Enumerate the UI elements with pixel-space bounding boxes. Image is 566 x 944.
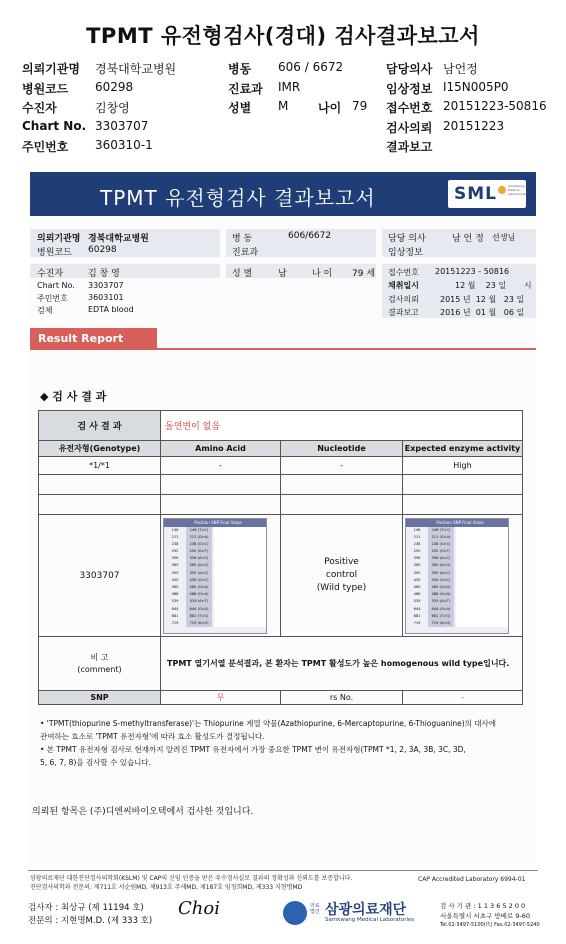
snp-position: 539 (413, 599, 421, 604)
snp-position: 719 (413, 620, 421, 625)
snp-variant: 365 (A>G) (186, 562, 212, 569)
snp-final-value (456, 555, 508, 562)
report-sex-label: 성 별 (232, 269, 253, 279)
report-doctor-label: 담당 의사 (388, 234, 426, 244)
snp-position: 395 (171, 570, 179, 575)
snp-position: 356 (413, 556, 421, 561)
snp-variant: 395 (A>C) (186, 570, 212, 577)
sample-snp-panel (163, 518, 267, 634)
patient-value: 김창영 (95, 101, 130, 115)
snp-final-value (456, 548, 508, 555)
snp-variant: 681 (T>G) (186, 613, 212, 620)
snp-final-value (456, 613, 508, 620)
sex-value: M (278, 99, 289, 113)
snp-value: 무 (161, 691, 281, 705)
snp-final-value (214, 527, 266, 534)
snp-panel-row (164, 606, 266, 613)
report-spec-value: EDTA blood (88, 305, 134, 314)
snp-position: 365 (413, 563, 421, 568)
sex-label: 성별 (228, 101, 252, 115)
note-line: 5, 6, 7, 8)을 검사할 수 있습니다. (40, 758, 152, 767)
snp-panel-row (164, 591, 266, 598)
col-amino: Amino Acid (161, 441, 281, 457)
org-english: Samkwang Medical Laboratories (325, 917, 415, 923)
snp-final-value (214, 534, 266, 541)
snp-panel-row (406, 577, 508, 584)
snp-final-value (214, 548, 266, 555)
rrn-label: 주민번호 (22, 140, 69, 154)
snp-variant: 681 (T>G) (428, 613, 454, 620)
nucleotide-cell: - (281, 457, 403, 475)
snp-variant: 238 (G>C) (428, 541, 454, 548)
snp-final-value (214, 598, 266, 605)
report-chart-label: Chart No. (37, 281, 75, 290)
snp-position: 238 (413, 541, 421, 546)
snp-variant: 395 (A>C) (428, 570, 454, 577)
snp-variant: 460 (G>A) (428, 584, 454, 591)
org-tel: Tel.02-3497-5100(代) Fax.02-3497-5240 (440, 922, 540, 928)
report-draw-value: 12 월 23 일 시 (455, 281, 532, 290)
inst-value: 경북대학교병원 (95, 62, 177, 76)
patient-label: 수진자 (22, 101, 57, 115)
req-value: 20151223 (443, 119, 505, 133)
snp-position: 430 (413, 577, 421, 582)
report-clin-label: 임상정보 (388, 248, 423, 258)
snp-variant: 488 (G>A) (428, 591, 454, 598)
org-address: 서울특별시 서초구 방배로 9-60 (440, 912, 531, 920)
samkwang-logo-icon (283, 901, 307, 925)
report-hcode-value: 60298 (88, 245, 117, 255)
snp-variant: 719 (A>G) (428, 620, 454, 627)
snp-variant: 238 (G>C) (186, 541, 212, 548)
snp-panel-row (164, 570, 266, 577)
doctor-value: 남언정 (443, 62, 478, 76)
rsno-label: rs No. (281, 691, 403, 705)
snp-position: 460 (171, 585, 179, 589)
snp-position: 356 (171, 556, 179, 561)
clin-label: 임상정보 (386, 82, 433, 96)
snp-panel-row (406, 541, 508, 548)
snp-position: 430 (171, 577, 179, 582)
snp-position: 146 (413, 527, 421, 532)
snp-variant: 211 (G>A) (186, 534, 212, 541)
cert-line-2: 진단검사의학과 전문의: 제711호 서순원MD, 제913호 주새MD, 제187호 임정희MD, 제333 지현명MD (30, 884, 303, 891)
snp-variant: 644 (G>A) (186, 606, 212, 613)
activity-cell: High (403, 457, 523, 475)
report-age-value: 79 세 (352, 269, 376, 279)
rep-label: 결과보고 (386, 140, 433, 154)
report-rcpt-label: 접수번호 (388, 268, 419, 277)
snp-panel-row (406, 555, 508, 562)
snp-variant: 488 (G>A) (186, 591, 212, 598)
snp-panel-row (406, 527, 508, 534)
report-hcode-label: 병원코드 (37, 248, 72, 258)
snp-position: 488 (413, 592, 421, 597)
snp-panel-row (164, 562, 266, 569)
report-age-label: 나 이 (312, 269, 333, 279)
snp-position: 681 (413, 613, 421, 618)
snp-panel-row (406, 613, 508, 620)
snp-variant: 719 (A>G) (186, 620, 212, 627)
snp-panel-row (164, 577, 266, 584)
snp-final-value (456, 541, 508, 548)
snp-position: 365 (171, 563, 179, 568)
report-spec-label: 검체 (37, 306, 53, 315)
snp-position: 211 (171, 534, 179, 539)
amino-cell: - (161, 457, 281, 475)
snp-panel-row (164, 555, 266, 562)
snp-variant: 430 (G>C) (186, 577, 212, 584)
banner-divider (157, 348, 536, 350)
snp-final-value (456, 606, 508, 613)
snp-variant: 365 (A>G) (428, 562, 454, 569)
snp-final-value (456, 527, 508, 534)
sample-id: 3303707 (39, 515, 161, 637)
snp-panel-header: Position SNP Final Value (406, 519, 508, 527)
report-req-value: 2015 년 12 월 23 일 (440, 295, 525, 304)
snp-variant: 356 (A>C) (186, 555, 212, 562)
rrn-value: 360310-1 (95, 138, 153, 152)
snp-final-value (456, 591, 508, 598)
snp-variant: 644 (G>A) (428, 606, 454, 613)
age-value: 79 (352, 99, 368, 113)
snp-panel-row (406, 534, 508, 541)
snp-panel-row (406, 606, 508, 613)
report-dept-label: 진료과 (232, 248, 259, 258)
snp-panel-row (406, 562, 508, 569)
hcode-label: 병원코드 (22, 82, 69, 96)
snp-panel-row (406, 598, 508, 605)
cap-accreditation: CAP Accredited Laboratory 6994-01 (418, 876, 526, 883)
snp-variant: 146 (T>C) (186, 527, 212, 534)
snp-variant: 539 (A>T) (186, 598, 212, 605)
snp-final-value (456, 584, 508, 591)
clin-value: I15N005P0 (443, 80, 509, 94)
snp-variant: 430 (G>C) (428, 577, 454, 584)
report-rrn-label: 주민번호 (37, 294, 68, 303)
snp-position: 146 (171, 527, 179, 532)
notes (40, 717, 532, 769)
report-doctor-suffix: 선생님 (492, 233, 516, 242)
snp-final-value (214, 591, 266, 598)
sml-logo-dot-icon (498, 186, 506, 194)
inst-label: 의뢰기관명 (22, 62, 80, 76)
snp-panel-row (406, 570, 508, 577)
snp-variant: 292 (G>T) (186, 548, 212, 555)
snp-panel-row (164, 584, 266, 591)
snp-final-value (214, 613, 266, 620)
snp-panel-row (406, 548, 508, 555)
snp-position: 488 (171, 592, 179, 597)
rsno-value: - (403, 691, 523, 705)
report-inst-value: 경북대학교병원 (88, 234, 149, 244)
org-code: 검 사 기 관 : 1 1 3 6 5 2 0 0 (440, 902, 526, 910)
note-line: 관여하는 효소로 'TPMT 유전자형'에 따라 효소 활성도가 결정됩니다. (40, 732, 265, 741)
report-sex-value: 남 (278, 269, 287, 279)
referral-note: 의뢰된 항목은 (주)디엔씨바이오텍에서 검사한 것입니다. (32, 807, 254, 817)
control-label: Positive control (Wild type) (281, 515, 403, 637)
snp-position: 644 (171, 606, 179, 611)
examiner: 검사자 : 최상규 (제 11194 호) (28, 903, 144, 913)
snp-final-value (214, 541, 266, 548)
result-value: 돌연변이 없음 (161, 411, 523, 441)
snp-panel-row (164, 548, 266, 555)
note-line: • 'TPMT(thiopurine S-methyltransferase)'는 Thiopurine 계열 약물(Azathiopurine, 6-Mercaptopurine, 6-Thioguanine)의 대사에 (40, 719, 496, 728)
snp-panel-row (164, 541, 266, 548)
snp-position: 292 (413, 549, 421, 554)
snp-final-value (456, 620, 508, 627)
snp-panel-row (164, 613, 266, 620)
sml-logo-text: SML (454, 184, 497, 204)
doctor-label: 담당의사 (386, 62, 433, 76)
specialist: 전문의 : 지현명M.D. (제 333 호) (28, 916, 153, 926)
snp-final-value (456, 577, 508, 584)
report-rrn-value: 3603101 (88, 293, 124, 302)
snp-position: 460 (413, 585, 421, 589)
rcpt-label: 접수번호 (386, 101, 433, 115)
sml-logo (448, 180, 526, 208)
snp-variant: 146 (T>C) (428, 527, 454, 534)
col-nucleotide: Nucleotide (281, 441, 403, 457)
report-patient-label: 수진자 (37, 269, 64, 279)
snp-final-value (214, 620, 266, 627)
result-label: 검 사 결 과 (39, 411, 161, 441)
chart-value: 3303707 (95, 119, 149, 133)
snp-panel-row (406, 584, 508, 591)
section-title: ◆ 검 사 결 과 (40, 390, 107, 403)
snp-final-value (456, 534, 508, 541)
report-doctor-value: 남 언 정 (452, 234, 484, 244)
report-ward-label: 병 동 (232, 234, 253, 244)
snp-label: SNP (39, 691, 161, 705)
snp-panel-row (164, 527, 266, 534)
dept-label: 진료과 (228, 82, 263, 96)
snp-variant: 292 (G>T) (428, 548, 454, 555)
report-chart-value: 3303707 (88, 281, 124, 290)
snp-position: 292 (171, 549, 179, 554)
snp-position: 719 (171, 620, 179, 625)
snp-variant: 356 (A>C) (428, 555, 454, 562)
genotype-cell: *1/*1 (39, 457, 161, 475)
snp-panel-row (406, 591, 508, 598)
org-prefix: 의료법인 (310, 903, 320, 915)
chart-label: Chart No. (22, 119, 87, 133)
snp-variant: 460 (G>A) (186, 584, 212, 591)
snp-position: 211 (413, 534, 421, 539)
report-req-label: 검사의뢰 (388, 295, 419, 304)
remark-text: TPMT 열기서열 분석결과, 본 환자는 TPMT 활성도가 높은 homogenous wild type입니다. (161, 637, 523, 691)
remark-label: 비 고 (comment) (39, 637, 161, 691)
org-name: 삼광의료재단 (325, 902, 407, 918)
control-snp-panel (405, 518, 509, 634)
age-label: 나이 (318, 101, 342, 115)
cert-line-1: 삼광의료재단 대한진단검사의학회(KSLM) 및 CAP의 신임 인증을 받은 우수검사실로 결과의 정확성과 신뢰도를 보증합니다. (30, 875, 353, 882)
snp-variant: 211 (G>A) (428, 534, 454, 541)
rcpt-value: 20151223-50816 (443, 99, 547, 113)
col-genotype: 유전자형(Genotype) (39, 441, 161, 457)
report-header-title: TPMT 유전형검사 결과보고서 (100, 186, 376, 210)
report-header (30, 172, 536, 216)
ward-value: 606 / 6672 (278, 60, 344, 74)
result-report-banner: Result Report (30, 328, 157, 350)
req-label: 검사의뢰 (386, 121, 433, 135)
col-activity: Expected enzyme activity (403, 441, 523, 457)
snp-final-value (456, 562, 508, 569)
snp-panel-row (164, 620, 266, 627)
snp-final-value (456, 570, 508, 577)
snp-final-value (214, 562, 266, 569)
result-table (38, 410, 523, 705)
dept-value: IMR (278, 80, 301, 94)
report-patient-value: 김 창 영 (88, 269, 120, 279)
snp-final-value (214, 606, 266, 613)
report-ward-value: 606/6672 (288, 231, 332, 241)
snp-final-value (214, 570, 266, 577)
report-rep-value: 2016 년 01 월 06 일 (440, 308, 525, 317)
snp-panel-row (164, 598, 266, 605)
signature: Choi (178, 898, 220, 919)
report-draw-label: 채취일시 (388, 281, 419, 290)
report-inst-label: 의뢰기관명 (37, 234, 81, 244)
hcode-value: 60298 (95, 80, 134, 94)
ward-label: 병동 (228, 62, 252, 76)
note-line: • 본 TPMT 유전자형 검사로 현재까지 알려진 TPMT 유전자에서 가장 중요한 TPMT 변이 유전자형(TPMT *1, 2, 3A, 3B, 3C, 3D, (40, 745, 466, 754)
report-rep-label: 결과보고 (388, 308, 419, 317)
snp-final-value (214, 555, 266, 562)
footer-divider (28, 870, 538, 871)
snp-position: 681 (171, 613, 179, 618)
snp-final-value (456, 598, 508, 605)
snp-position: 238 (171, 541, 179, 546)
snp-final-value (214, 577, 266, 584)
snp-panel-row (406, 620, 508, 627)
snp-final-value (214, 584, 266, 591)
report-rcpt-value: 20151223 - 50816 (435, 267, 510, 276)
snp-panel-header: Position SNP Final Value (164, 519, 266, 527)
snp-variant: 539 (A>T) (428, 598, 454, 605)
snp-position: 539 (171, 599, 179, 604)
snp-position: 644 (413, 606, 421, 611)
snp-panel-row (164, 534, 266, 541)
snp-position: 395 (413, 570, 421, 575)
sml-logo-subtitle: Samkwang Medical Laboratories (508, 184, 527, 196)
page-title: TPMT 유전형검사(경대) 검사결과보고서 (86, 24, 480, 48)
